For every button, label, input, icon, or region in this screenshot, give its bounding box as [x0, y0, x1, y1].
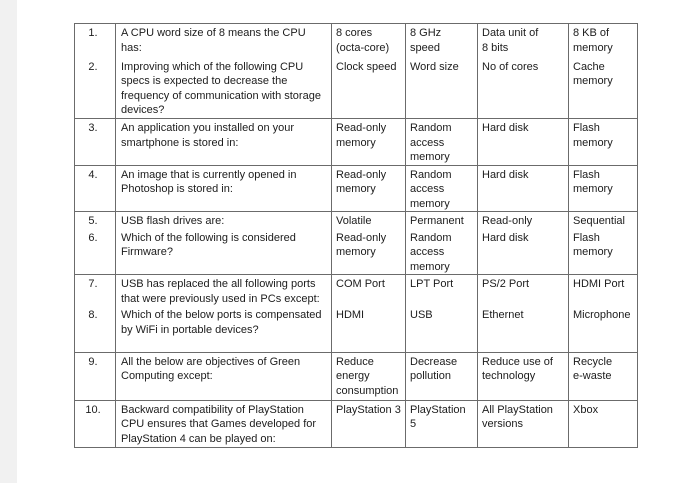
- answer-option: Microphone: [569, 306, 638, 352]
- answer-option: Read-only memory: [332, 229, 406, 275]
- answer-option: Volatile: [332, 212, 406, 229]
- answer-option: Random access memory: [406, 165, 478, 212]
- answer-option: HDMI: [332, 306, 406, 352]
- answer-option: Ethernet: [478, 306, 569, 352]
- question-text: USB flash drives are:: [116, 212, 332, 229]
- answer-option: PS/2 Port: [478, 275, 569, 307]
- question-row: [75, 212, 638, 229]
- answer-option: Random access memory: [406, 119, 478, 166]
- question-number: 2.: [75, 58, 116, 119]
- question-text: Backward compatibility of PlayStation CPU ensures that Games developed for PlayStation 4 can be played on:: [116, 400, 332, 447]
- answer-option: HDMI Port: [569, 275, 638, 307]
- question-text: An image that is currently opened in Photoshop is stored in:: [116, 165, 332, 212]
- question-number: 6.: [75, 229, 116, 275]
- answer-option: Hard disk: [478, 119, 569, 166]
- question-row: [75, 275, 638, 307]
- answer-option: Flash memory: [569, 119, 638, 166]
- answer-option: Reduce use of technology: [478, 352, 569, 400]
- question-text: All the below are objectives of Green Computing except:: [116, 352, 332, 400]
- answer-option: Word size: [406, 58, 478, 119]
- answer-option: 8 KB of memory: [569, 24, 638, 58]
- answer-option: Read-only memory: [332, 119, 406, 166]
- answer-option: Hard disk: [478, 229, 569, 275]
- question-number: 9.: [75, 352, 116, 400]
- question-row: [75, 306, 638, 352]
- answer-option: Sequential: [569, 212, 638, 229]
- answer-option: No of cores: [478, 58, 569, 119]
- answer-option: 8 GHz speed: [406, 24, 478, 58]
- question-number: 5.: [75, 212, 116, 229]
- answer-option: PlayStation 5: [406, 400, 478, 447]
- answer-option: Flash memory: [569, 165, 638, 212]
- question-text: A CPU word size of 8 means the CPU has:: [116, 24, 332, 58]
- question-row: [75, 400, 638, 447]
- answer-option: Data unit of 8 bits: [478, 24, 569, 58]
- question-number: 4.: [75, 165, 116, 212]
- answer-option: Cache memory: [569, 58, 638, 119]
- answer-option: Decrease pollution: [406, 352, 478, 400]
- answer-option: Clock speed: [332, 58, 406, 119]
- answer-option: Xbox: [569, 400, 638, 447]
- question-text: Improving which of the following CPU specs is expected to decrease the frequency of communication with storage devices?: [116, 58, 332, 119]
- question-row: [75, 24, 638, 58]
- answer-option: Read-only memory: [332, 165, 406, 212]
- answer-option: Hard disk: [478, 165, 569, 212]
- question-row: [75, 165, 638, 212]
- answer-option: PlayStation 3: [332, 400, 406, 447]
- question-text: Which of the following is considered Firmware?: [116, 229, 332, 275]
- document-page: [17, 0, 700, 483]
- question-text: Which of the below ports is compensated by WiFi in portable devices?: [116, 306, 332, 352]
- question-row: [75, 229, 638, 275]
- answer-option: Read-only: [478, 212, 569, 229]
- question-number: 7.: [75, 275, 116, 307]
- answer-option: COM Port: [332, 275, 406, 307]
- quiz-table: [74, 23, 638, 448]
- question-number: 8.: [75, 306, 116, 352]
- question-row: [75, 58, 638, 119]
- answer-option: Reduce energy consumption: [332, 352, 406, 400]
- answer-option: LPT Port: [406, 275, 478, 307]
- question-row: [75, 119, 638, 166]
- answer-option: Flash memory: [569, 229, 638, 275]
- question-number: 3.: [75, 119, 116, 166]
- question-number: 1.: [75, 24, 116, 58]
- question-row: [75, 352, 638, 400]
- question-text: An application you installed on your smartphone is stored in:: [116, 119, 332, 166]
- answer-option: 8 cores (octa-core): [332, 24, 406, 58]
- question-text: USB has replaced the all following ports that were previously used in PCs except:: [116, 275, 332, 307]
- answer-option: Recycle e-waste: [569, 352, 638, 400]
- answer-option: All PlayStation versions: [478, 400, 569, 447]
- answer-option: USB: [406, 306, 478, 352]
- answer-option: Permanent: [406, 212, 478, 229]
- question-number: 10.: [75, 400, 116, 447]
- answer-option: Random access memory: [406, 229, 478, 275]
